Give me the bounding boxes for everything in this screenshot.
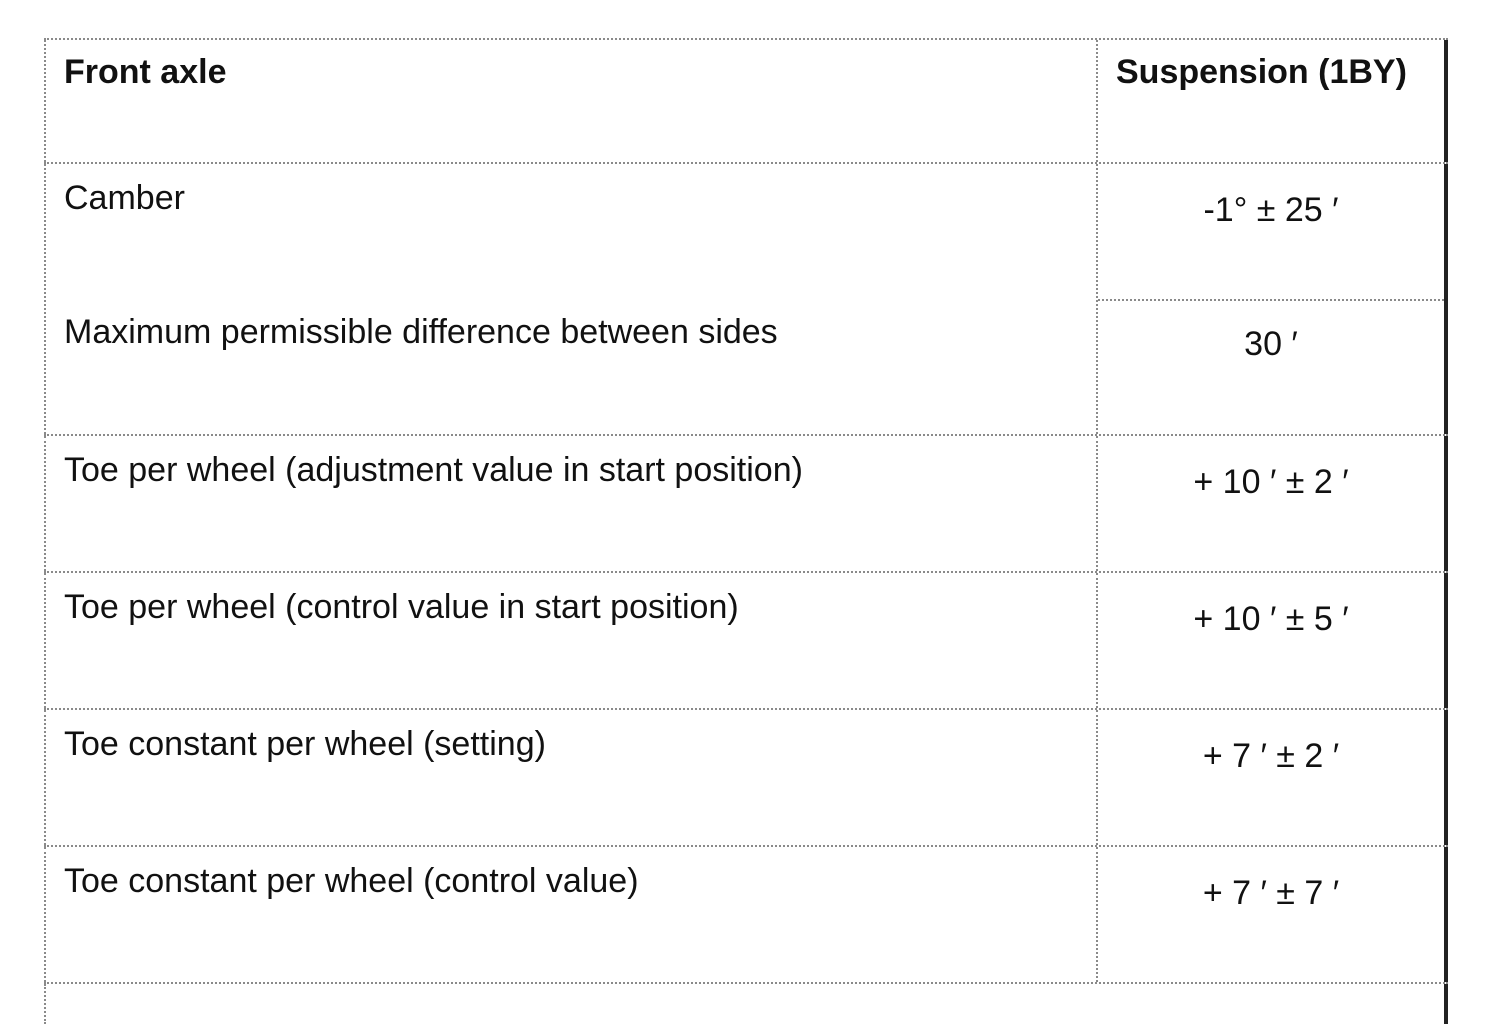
row-value-cell [1096, 710, 1448, 845]
tail-right-cell [1096, 984, 1448, 1024]
camber-value: -1° ± 25 ′ [1203, 191, 1339, 229]
camber-subdivider [1098, 299, 1444, 301]
header-front-axle: Front axle [64, 53, 227, 91]
camber-label-cell [44, 164, 1098, 434]
row-label: Toe per wheel (control value in start position) [64, 588, 739, 626]
row-label: Toe per wheel (adjustment value in start position) [64, 451, 803, 489]
table-row [44, 571, 1448, 708]
row-value: + 7 ′ ± 7 ′ [1202, 874, 1340, 912]
row-label: Toe constant per wheel (setting) [64, 725, 546, 763]
row-label-cell [44, 847, 1098, 982]
row-value-cell [1096, 436, 1448, 571]
table-row-camber [44, 162, 1448, 434]
row-label: Toe constant per wheel (control value) [64, 862, 639, 900]
row-value: + 7 ′ ± 2 ′ [1202, 737, 1340, 775]
max-diff-label: Maximum permissible difference between sides [64, 313, 778, 351]
header-cell-suspension [1096, 40, 1448, 162]
camber-value-cell [1096, 164, 1448, 434]
table-row [44, 708, 1448, 845]
max-diff-value: 30 ′ [1244, 325, 1298, 363]
row-value-cell [1096, 573, 1448, 708]
row-label-cell [44, 573, 1098, 708]
table-row [44, 434, 1448, 571]
table-header-row [44, 38, 1448, 162]
front-axle-spec-table [44, 38, 1448, 1024]
row-label-cell [44, 710, 1098, 845]
table-row [44, 845, 1448, 982]
header-suspension: Suspension (1BY) [1116, 53, 1407, 91]
row-value-cell [1096, 847, 1448, 982]
header-cell-front-axle [44, 40, 1098, 162]
row-value: + 10 ′ ± 2 ′ [1193, 463, 1349, 501]
table-tail [44, 982, 1448, 1024]
row-label-cell [44, 436, 1098, 571]
tail-left-cell [44, 984, 1098, 1024]
camber-label: Camber [64, 179, 185, 217]
row-value: + 10 ′ ± 5 ′ [1193, 600, 1349, 638]
